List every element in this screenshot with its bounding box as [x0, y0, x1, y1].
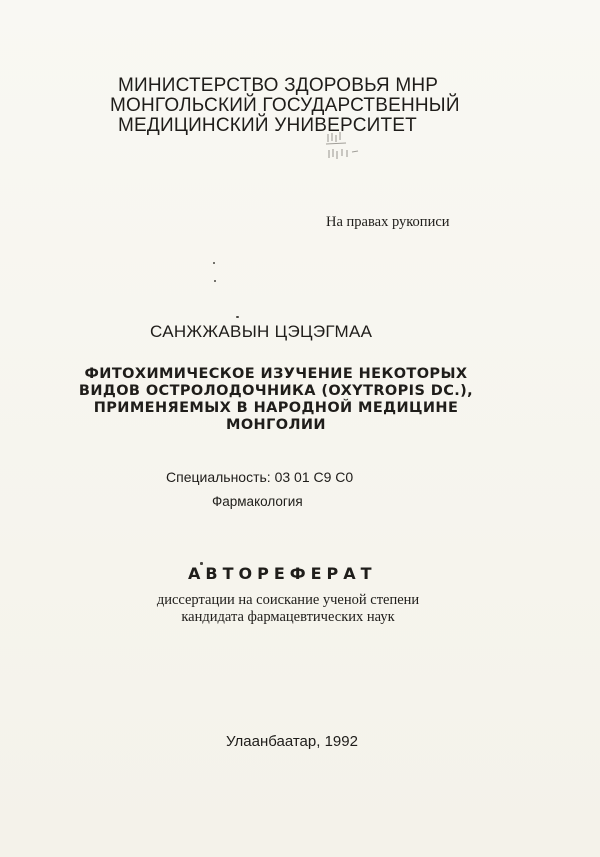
- place-and-year: Улаанбаатар, 1992: [226, 733, 358, 750]
- scan-speck: [236, 316, 239, 318]
- abstract-heading: АВТОРЕФЕРАТ: [188, 564, 377, 583]
- header-line-medical: МЕДИЦИНСКИЙ УНИВЕРСИТЕТ: [118, 115, 417, 136]
- title-line: ВИДОВ ОСТРОЛОДОЧНИКА (OXYTROPIS DC.),: [78, 383, 474, 399]
- title-line: МОНГОЛИИ: [226, 417, 326, 433]
- dissertation-description: [108, 592, 468, 626]
- header-line-ministry: МИНИСТЕРСТВО ЗДОРОВЬЯ МНР: [118, 75, 439, 96]
- dissertation-title: [76, 366, 476, 434]
- scan-speck: [213, 262, 215, 264]
- ministry-header: [110, 75, 460, 136]
- title-line: ПРИМЕНЯЕМЫХ В НАРОДНОЙ МЕДИЦИНЕ: [93, 400, 459, 416]
- title-line: ФИТОХИМИЧЕСКОЕ ИЗУЧЕНИЕ НЕКОТОРЫХ: [84, 366, 468, 382]
- header-line-university: МОНГОЛЬСКИЙ ГОСУДАРСТВЕННЫЙ: [110, 95, 460, 116]
- description-line: кандидата фармацевтических наук: [181, 609, 395, 625]
- author-name: САНЖЖАВЫН ЦЭЦЭГМАА: [150, 322, 373, 341]
- rights-note: На правах рукописи: [326, 214, 450, 230]
- specialty-code: Специальность: 03 01 C9 C0: [166, 469, 354, 485]
- description-line: диссертации на соискание ученой степени: [156, 592, 420, 608]
- scan-speck: [214, 280, 216, 282]
- field-name: Фармакология: [212, 494, 303, 509]
- library-stamp-mark: [322, 130, 364, 166]
